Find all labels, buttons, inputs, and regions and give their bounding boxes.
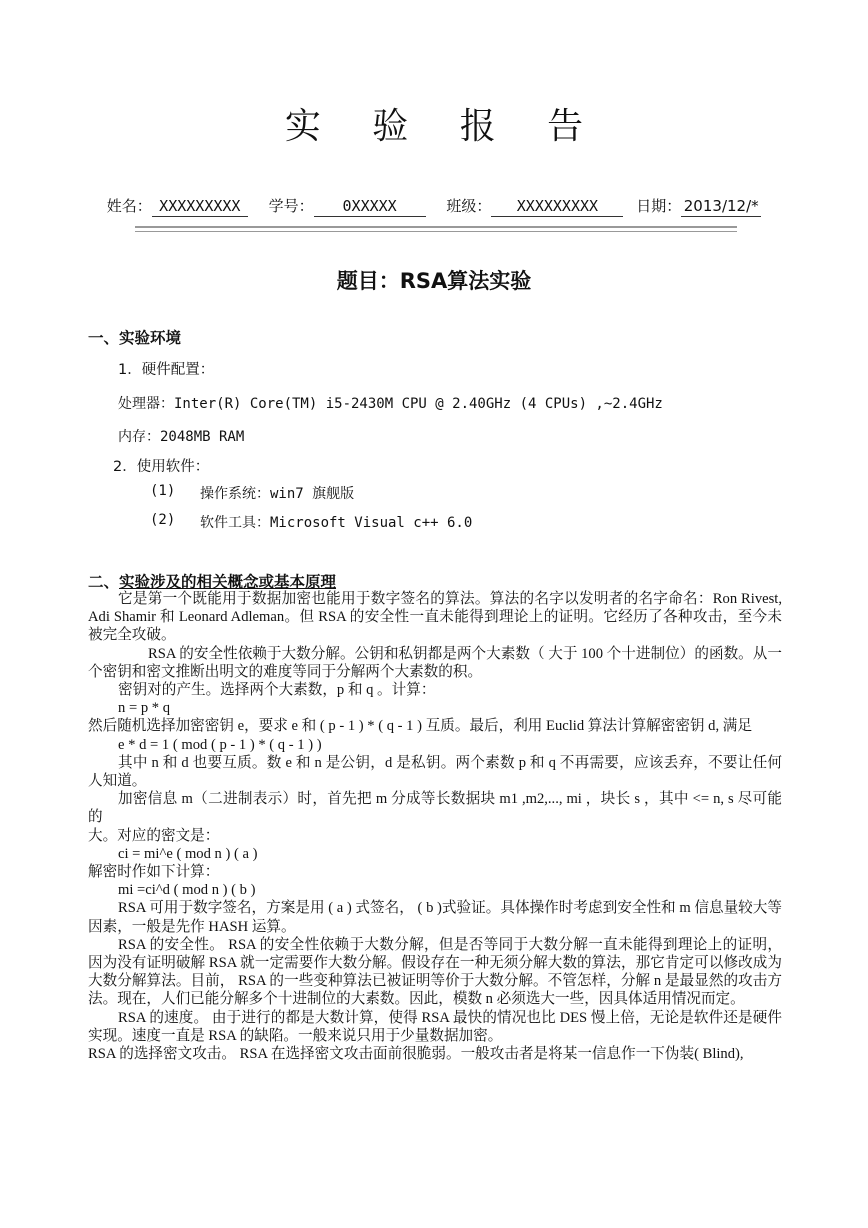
software-item-2: 软件工具：Microsoft Visual c++ 6.0 <box>200 515 473 531</box>
header-divider-thin <box>135 231 737 232</box>
paragraph: 其中 n 和 d 也要互质。数 e 和 n 是公钥，d 是私钥。两个素数 p 和 q 不再需要，应该丢弃，不要让任何人知道。 <box>88 754 782 790</box>
software-item-1: 操作系统：win7 旗舰版 <box>200 486 355 502</box>
paragraph: RSA 的安全性依赖于大数分解。公钥和私钥都是两个大素数（ 大于 100 个十进制位）的函数。从一个密钥和密文推断出明文的难度等同于分解两个大素数的积。 <box>88 645 782 680</box>
class-value: XXXXXXXXX <box>491 196 623 217</box>
hardware-title: 1．硬件配置： <box>118 362 215 378</box>
section-heading-environment: 一、实验环境 <box>88 329 182 347</box>
formula: ci = mi^e ( mod n ) ( a ) <box>118 845 258 862</box>
paragraph: RSA 的安全性。 RSA 的安全性依赖于大数分解，但是否等同于大数分解一直未能得到理论上的证明，因为没有证明破解 RSA 就一定需要作大数分解。假设存在一种无须分解大数的算法，那它肯定可以修改成为大数分解算法。目前， RSA 的一些变种算法已被证明等价于大数分解。不管怎样，分解 n 是最显然的攻击方法。现在，人们已能分解多个十进制位的大素数。因此，模数 n 必须选大一些，因具体适用情况而定。 <box>88 936 782 1008</box>
paragraph: RSA 可用于数字签名，方案是用 ( a ) 式签名， ( b )式验证。具体操作时考虑到安全性和 m 信息量较大等因素，一般是先作 HASH 运算。 <box>88 900 782 935</box>
formula: mi =ci^d ( mod n ) ( b ) <box>118 882 256 899</box>
formula: n = p * q <box>118 700 171 717</box>
software-item-2-number: (2) <box>150 512 176 528</box>
paragraph: 它是第一个既能用于数据加密也能用于数字签名的算法。算法的名字以发明者的名字命名：Ron Rivest, Adi Shamir 和 Leonard Adleman。但 RSA 的安全性一直未能得到理论上的证明。它经历了各种攻击，至今未被完全攻破。 <box>88 591 782 644</box>
name-value: XXXXXXXXX <box>152 196 248 217</box>
paragraph: 解密时作如下计算： <box>88 864 220 881</box>
paragraph: 密钥对的产生。选择两个大素数，p 和 q 。计算： <box>118 682 436 699</box>
student-id-label: 学号： <box>268 197 314 215</box>
paragraph: 大。对应的密文是： <box>88 827 220 844</box>
formula: e * d = 1 ( mod ( p - 1 ) * ( q - 1 ) ) <box>118 736 322 753</box>
date-value: 2013/12/* <box>681 196 761 217</box>
section-heading-prefix: 二、 <box>88 573 120 591</box>
software-title: 2．使用软件： <box>113 459 210 475</box>
paragraph: RSA 的选择密文攻击。 RSA 在选择密文攻击面前很脆弱。一般攻击者是将某一信息作一下伪装( Blind), <box>88 1046 744 1063</box>
report-title: 实 验 报 告 <box>284 106 604 147</box>
software-item-1-number: (1) <box>150 483 176 499</box>
cpu-spec: 处理器：Inter(R) Core(TM) i5-2430M CPU @ 2.40GHz (4 CPUs) ,~2.4GHz <box>118 396 663 412</box>
name-label: 姓名： <box>106 197 152 215</box>
section-heading-principles <box>88 570 336 592</box>
paragraph: RSA 的速度。 由于进行的都是大数计算，使得 RSA 最快的情况也比 DES 慢上倍，无论是软件还是硬件实现。速度一直是 RSA 的缺陷。一般来说只用于少量数据加密。 <box>88 1009 782 1044</box>
student-info-line <box>0 195 868 217</box>
principles-body <box>88 590 782 1063</box>
date-label: 日期： <box>636 197 682 215</box>
class-label: 班级： <box>446 197 492 215</box>
paragraph: 然后随机选择加密密钥 e，要求 e 和 ( p - 1 ) * ( q - 1 ) 互质。最后，利用 Euclid 算法计算解密密钥 d, 满足 <box>88 718 752 735</box>
header-divider <box>135 226 737 228</box>
student-id-value: 0XXXXX <box>314 196 426 217</box>
paragraph: 加密信息 m（二进制表示）时，首先把 m 分成等长数据块 m1 ,m2,..., mi ，块长 s ，其中 <= n, s 尽可能的 <box>88 791 782 826</box>
report-subject: 题目：RSA算法实验 <box>336 269 532 293</box>
section-heading-text: 实验涉及的相关概念或基本原理 <box>119 573 337 591</box>
ram-spec: 内存：2048MB RAM <box>118 429 245 445</box>
